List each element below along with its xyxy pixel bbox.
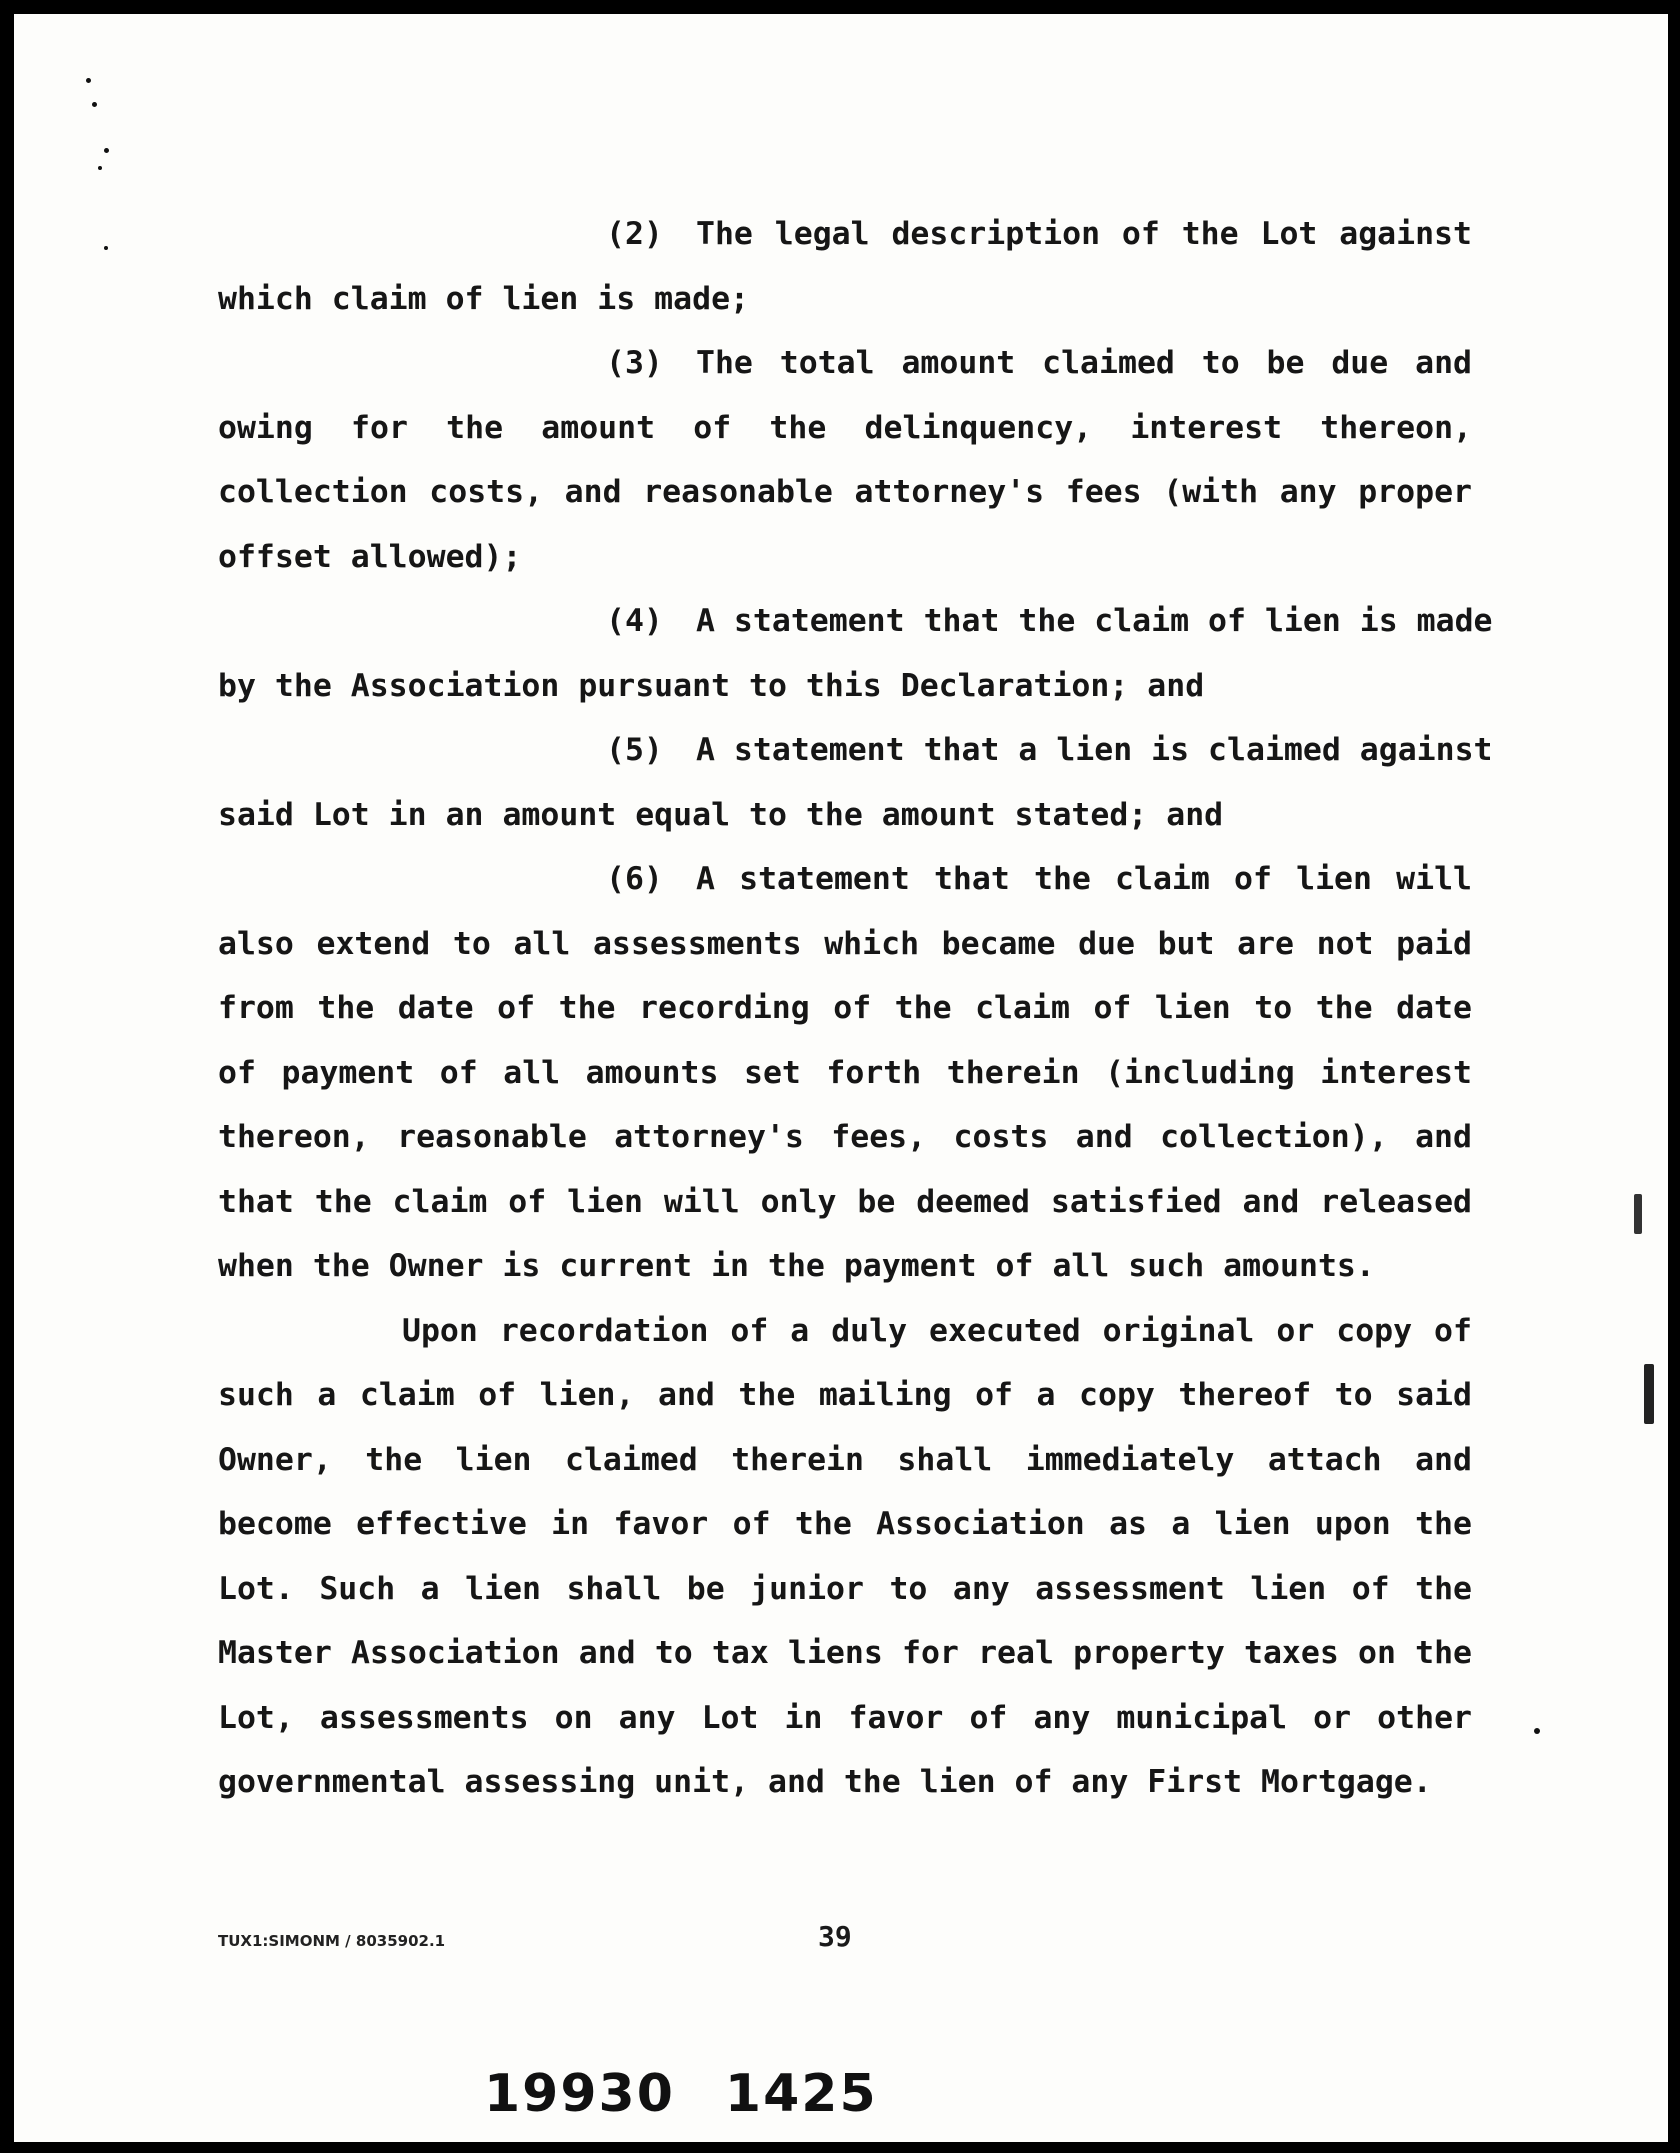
text-line — [218, 202, 1472, 267]
scan-speck — [104, 246, 108, 250]
text-line: Upon recordation of a duly executed original or copy of — [402, 1312, 1472, 1349]
scan-speck — [1534, 1728, 1540, 1734]
text-line — [218, 589, 1493, 654]
text-line: that the claim of lien will only be deemed satisfied and released — [218, 1183, 1472, 1220]
scan-speck — [1644, 1364, 1654, 1424]
text-line: by the Association pursuant to this Declaration; and — [218, 667, 1205, 704]
text-line-content: The total amount claimed to be due and — [696, 345, 1472, 381]
text-line: Owner, the lien claimed therein shall immediately attach and — [218, 1441, 1472, 1478]
text-line: when the Owner is current in the payment of all such amounts. — [218, 1248, 1375, 1284]
text-line-content: A statement that the claim of lien is made — [696, 603, 1493, 639]
scan-speck — [1634, 1194, 1642, 1234]
text-line: become effective in favor of the Association as a lien upon the — [218, 1506, 1472, 1542]
text-line: said Lot in an amount equal to the amount stated; and — [218, 796, 1224, 833]
text-line — [218, 331, 1472, 396]
clause-number: (3) — [606, 345, 663, 381]
clause-number: (5) — [606, 732, 663, 768]
stamp-book-number: 19930 — [484, 2064, 675, 2124]
document-page — [14, 14, 1668, 2142]
clause-number: (6) — [606, 861, 663, 897]
text-line: governmental assessing unit, and the lien of any First Mortgage. — [218, 1764, 1432, 1800]
text-line: which claim of lien is made; — [218, 280, 750, 317]
text-line-content: The legal description of the Lot against — [696, 216, 1472, 252]
text-line: thereon, reasonable attorney's fees, costs and collection), and — [218, 1119, 1472, 1155]
text-line: offset allowed); — [218, 538, 522, 575]
text-line: Lot, assessments on any Lot in favor of any municipal or other — [218, 1699, 1472, 1736]
text-line: collection costs, and reasonable attorney's fees (with any proper — [218, 474, 1472, 510]
text-line — [218, 718, 1493, 783]
page-number: 39 — [818, 1920, 852, 1953]
footer-document-id: TUX1:SIMONM / 8035902.1 — [218, 1932, 446, 1950]
text-line: Lot. Such a lien shall be junior to any assessment lien of the — [218, 1570, 1472, 1607]
body-text — [218, 202, 1493, 1815]
text-line — [218, 847, 1472, 912]
scan-speck — [98, 166, 102, 170]
text-line: also extend to all assessments which became due but are not paid — [218, 925, 1472, 962]
recording-stamp — [484, 2064, 878, 2124]
text-line: such a claim of lien, and the mailing of a copy thereof to said — [218, 1377, 1472, 1413]
text-line: owing for the amount of the delinquency, interest thereon, — [218, 409, 1472, 446]
text-line: from the date of the recording of the claim of lien to the date — [218, 990, 1472, 1026]
scan-speck — [92, 102, 97, 107]
stamp-page-number: 1425 — [724, 2064, 878, 2124]
clause-number: (2) — [606, 216, 663, 252]
scan-speck — [86, 78, 91, 83]
text-line-content: A statement that a lien is claimed against — [696, 732, 1493, 768]
clause-number: (4) — [606, 603, 663, 639]
text-line-content: A statement that the claim of lien will — [696, 861, 1472, 897]
scan-speck — [104, 148, 109, 153]
text-line: Master Association and to tax liens for real property taxes on the — [218, 1635, 1472, 1671]
text-line: of payment of all amounts set forth therein (including interest — [218, 1054, 1472, 1091]
